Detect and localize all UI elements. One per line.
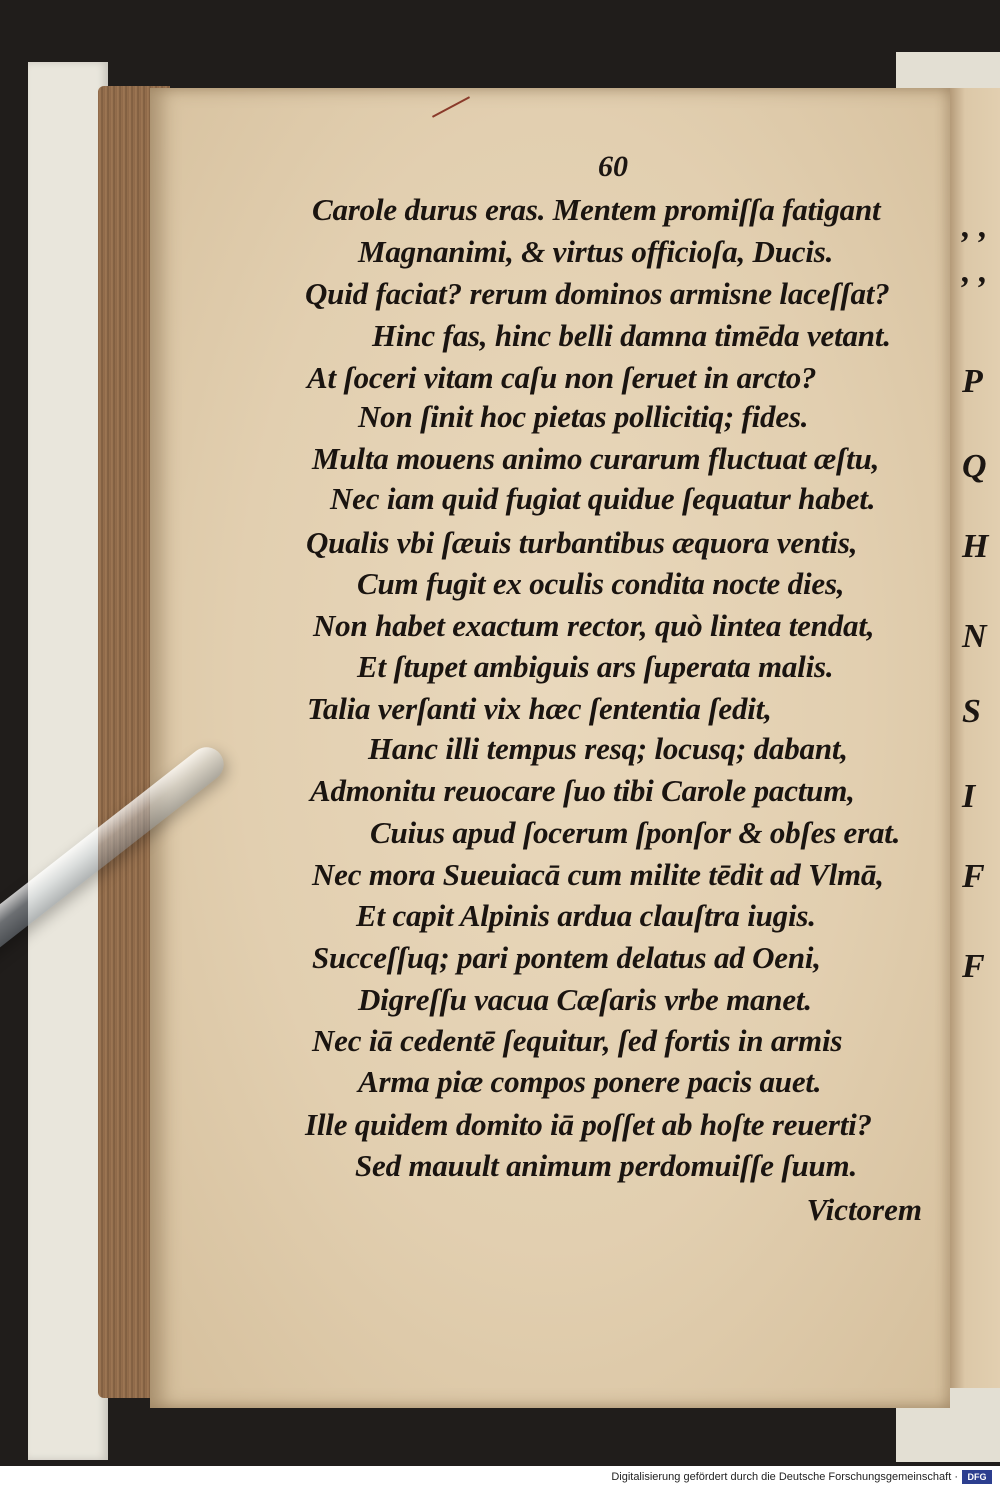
facing-page-mark: H (962, 528, 989, 565)
verse-line: At ſoceri vitam caſu non ſeruet in arcto? (307, 360, 817, 395)
verse-line: Nec iā cedentē ſequitur, ſed fortis in armis (312, 1023, 843, 1058)
verse-line: Hanc illi tempus resq; locusq; dabant, (368, 731, 848, 766)
verse-line: Et capit Alpinis ardua clauſtra iugis. (356, 898, 816, 933)
facing-page-edge (950, 88, 1000, 1388)
verse-line: Quid faciat? rerum dominos armisne laceſſat? (305, 276, 890, 311)
funding-credit: Digitalisierung gefördert durch die Deutsche Forschungsgemeinschaft · (611, 1471, 958, 1483)
facing-page-mark: P (962, 363, 983, 400)
dfg-logo: DFG (962, 1470, 992, 1484)
support-card-left (28, 62, 108, 1460)
verse-line: Cum fugit ex oculis condita nocte dies, (357, 566, 845, 601)
footer-bar (0, 1466, 1000, 1489)
verse-line: Carole durus eras. Mentem promiſſa fatigant (312, 192, 881, 227)
page-number: 60 (598, 150, 628, 183)
facing-page-mark: I (962, 778, 976, 815)
facing-page-mark: Q (962, 448, 987, 485)
verse-line: Admonitu reuocare ſuo tibi Carole pactum, (310, 773, 855, 808)
verse-line: Qualis vbi ſæuis turbantibus æquora ventis, (306, 525, 858, 560)
verse-line: Digreſſu vacua Cæſaris vrbe manet. (358, 982, 812, 1017)
verse-line: Arma piæ compos ponere pacis auet. (358, 1064, 822, 1099)
verse-line: Nec mora Sueuiacā cum milite tēdit ad Vlmā, (312, 857, 884, 892)
facing-page-mark: , , (962, 208, 988, 245)
verse-line: Succeſſuq; pari pontem delatus ad Oeni, (312, 940, 821, 975)
verse-line: Hinc fas, hinc belli damna timēda vetant. (372, 318, 891, 353)
verse-line: Ille quidem domito iā poſſet ab hoſte reuerti? (305, 1107, 872, 1142)
verse-line: Non habet exactum rector, quò lintea tendat, (313, 608, 875, 643)
catchword: Victorem (806, 1192, 922, 1227)
verse-line: Cuius apud ſocerum ſponſor & obſes erat. (370, 815, 901, 850)
facing-page-mark: S (962, 693, 981, 730)
verse-line: Multa mouens animo curarum fluctuat æſtu, (312, 441, 880, 476)
verse-line: Sed mauult animum perdomuiſſe ſuum. (355, 1148, 858, 1183)
facing-page-mark: , , (962, 253, 988, 290)
facing-page-mark: F (962, 948, 985, 985)
verse-line: Non ſinit hoc pietas pollicitiq; fides. (358, 399, 809, 434)
facing-page-mark: N (962, 618, 987, 655)
verse-line: Talia verſanti vix hæc ſententia ſedit, (307, 691, 772, 726)
verse-line: Nec iam quid fugiat quidue ſequatur habet. (330, 481, 876, 516)
verse-line: Et ſtupet ambiguis ars ſuperata malis. (357, 649, 834, 684)
verse-line: Magnanimi, & virtus officioſa, Ducis. (358, 234, 834, 269)
facing-page-mark: F (962, 858, 985, 895)
